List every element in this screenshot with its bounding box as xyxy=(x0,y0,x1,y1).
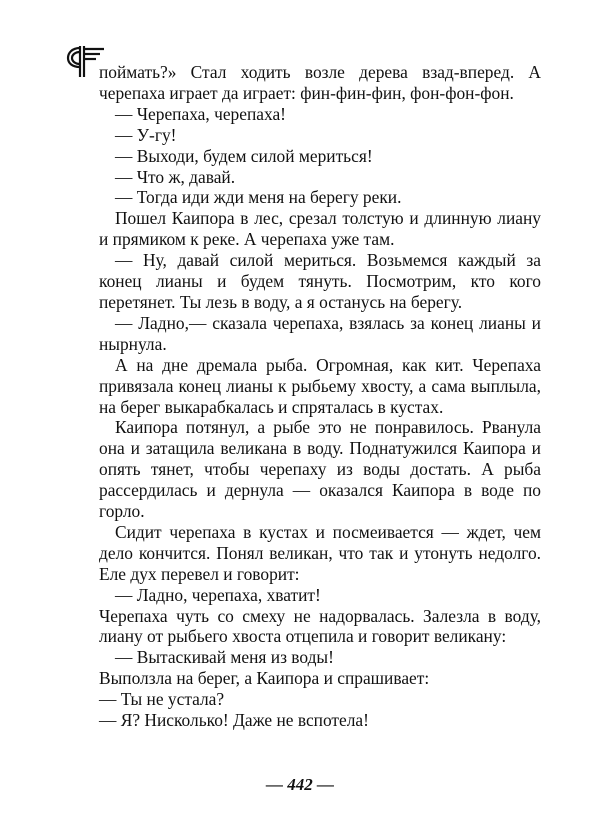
paragraph: — Выходи, будем силой мериться! xyxy=(115,145,373,166)
body-text xyxy=(99,62,541,731)
paragraph: — Ладно,— сказала черепаха, взялась за конец лианы и нырнула. xyxy=(99,312,541,354)
paragraph: — Я? Нисколько! Даже не вспотела! xyxy=(99,710,369,731)
paragraph: — Тогда иди жди меня на берегу реки. xyxy=(115,187,402,208)
paragraph: — Ладно, черепаха, хватит! xyxy=(115,584,321,605)
paragraph: Черепаха чуть со смеху не надорвалась. Залезла в воду, лиану от рыбьего хвоста отцепила и говорит великану: xyxy=(99,605,541,647)
paragraph: — Ну, давай силой мериться. Возьмемся каждый за конец лианы и будем тянуть. Посмотрим, кто кого перетянет. Ты лезь в воду, а я останусь на берегу. xyxy=(99,250,541,312)
paragraph: Выползла на берег, а Каипора и спрашивает: xyxy=(99,668,430,689)
paragraph: — Вытаскивай меня из воды! xyxy=(115,647,334,668)
paragraph: А на дне дремала рыба. Огромная, как кит. Черепаха привязала конец лианы к рыбьему хвосту, а сама выплыла, на берег выкарабкалась и спряталась в кустах. xyxy=(99,354,541,417)
paragraph: — Ты не устала? xyxy=(99,689,225,710)
paragraph: Каипора потянул, а рыбе это не понравилось. Рванула она и затащила великана в воду. Поднатужился Каипора и опять тянет, чтобы черепаху из воды достать. А рыба рассердилась и дернула — оказался Каипора в воде по горло. xyxy=(99,417,541,522)
paragraph: поймать?» Стал ходить возле дерева взад-вперед. А черепаха играет да играет: фин-фин-фин, фон-фон-фон. xyxy=(99,62,541,103)
paragraph: — Черепаха, черепаха! xyxy=(115,103,286,124)
paragraph: Пошел Каипора в лес, срезал толстую и длинную лиану и прямиком к реке. А черепаха уже там. xyxy=(99,208,541,250)
paragraph: — Что ж, давай. xyxy=(115,166,236,187)
page-number: — 442 — xyxy=(266,775,334,794)
paragraph: Сидит черепаха в кустах и посмеивается — ждет, чем дело кончится. Понял великан, что так и утонуть недолго. Еле дух перевел и говорит: xyxy=(99,521,541,584)
paragraph: — У-гу! xyxy=(115,124,177,145)
